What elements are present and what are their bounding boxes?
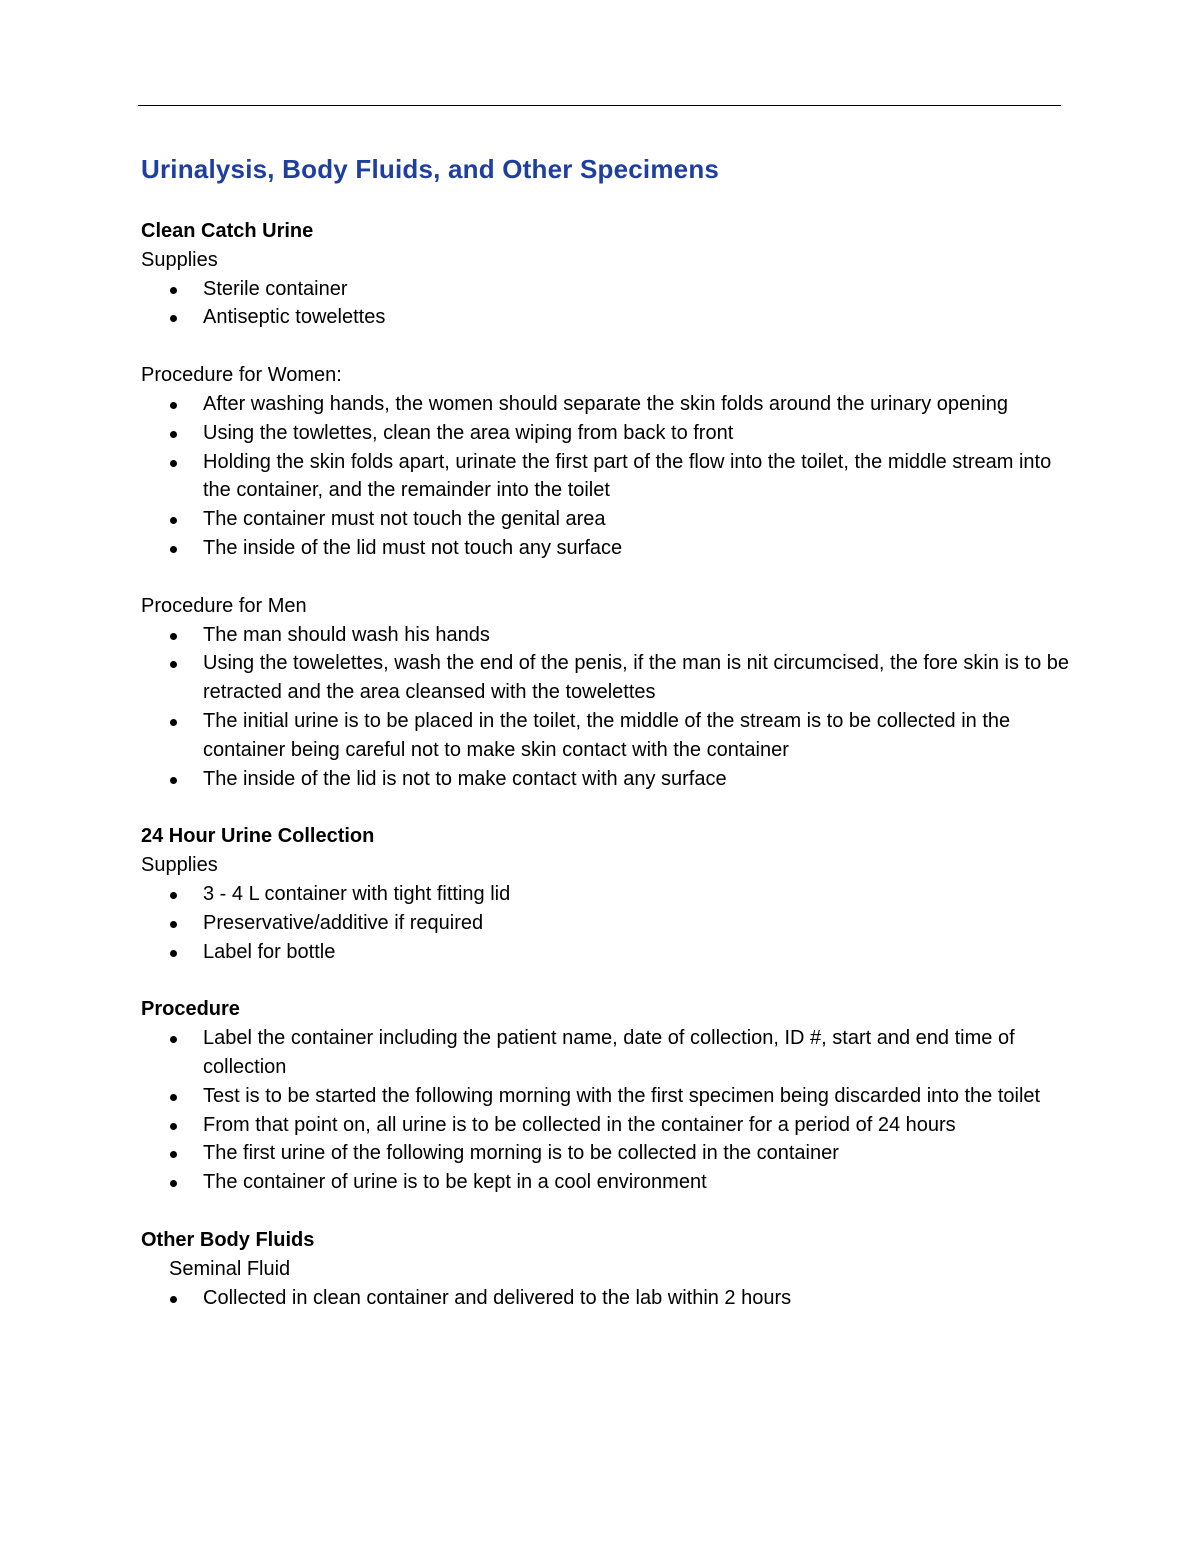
list-item: The inside of the lid must not touch any surface [141, 534, 1081, 563]
women-steps-list [141, 390, 1081, 563]
header-rule [138, 105, 1061, 106]
list-item: The man should wash his hands [141, 621, 1081, 650]
bullet-icon [170, 777, 177, 784]
list-item: The container of urine is to be kept in a cool environment [141, 1168, 1081, 1197]
seminal-steps-list [141, 1284, 1081, 1313]
supplies-label: Supplies [141, 854, 218, 877]
seminal-fluid-label: Seminal Fluid [169, 1257, 291, 1280]
document-title: Urinalysis, Body Fluids, and Other Specimens [141, 154, 720, 184]
list-item: The container must not touch the genital area [141, 505, 1081, 534]
bullet-icon [170, 402, 177, 409]
list-item: Collected in clean container and delivered to the lab within 2 hours [141, 1284, 1081, 1313]
bullet-icon [170, 546, 177, 553]
bullet-icon [170, 1094, 177, 1101]
bullet-icon [170, 892, 177, 899]
list-item: The inside of the lid is not to make contact with any surface [141, 765, 1081, 794]
bullet-icon [170, 287, 177, 294]
bullet-icon [170, 719, 177, 726]
men-steps-list [141, 621, 1081, 794]
list-item: Label the container including the patient name, date of collection, ID #, start and end time of collection [141, 1024, 1081, 1082]
list-item: Using the towlettes, clean the area wiping from back to front [141, 419, 1081, 448]
list-item: Holding the skin folds apart, urinate the first part of the flow into the toilet, the middle stream into the container, and the remainder into the toilet [141, 448, 1081, 506]
procedure-women-label: Procedure for Women: [141, 364, 342, 387]
list-item: Preservative/additive if required [141, 909, 1081, 938]
bullet-icon [170, 633, 177, 640]
supplies-label: Supplies [141, 248, 218, 271]
bullet-icon [170, 1123, 177, 1130]
list-item: After washing hands, the women should separate the skin folds around the urinary opening [141, 390, 1081, 419]
bullet-icon [170, 517, 177, 524]
bullet-icon [170, 950, 177, 957]
section-heading-other-fluids: Other Body Fluids [141, 1228, 315, 1251]
section-heading-24-hour: 24 Hour Urine Collection [141, 825, 375, 848]
bullet-icon [170, 1180, 177, 1187]
list-item: Label for bottle [141, 938, 1081, 967]
bullet-icon [170, 431, 177, 438]
bullet-icon [170, 921, 177, 928]
hour24-supplies-list [141, 880, 1081, 966]
list-item: Using the towelettes, wash the end of the penis, if the man is nit circumcised, the fore skin is to be retracted and the area cleansed with the towelettes [141, 649, 1081, 707]
bullet-icon [170, 460, 177, 467]
bullet-icon [170, 1296, 177, 1303]
list-item: From that point on, all urine is to be collected in the container for a period of 24 hours [141, 1111, 1081, 1140]
bullet-icon [170, 1036, 177, 1043]
procedure-men-label: Procedure for Men [141, 594, 307, 617]
list-item: Antiseptic towelettes [141, 303, 1081, 332]
hour24-steps-list [141, 1024, 1081, 1197]
list-item: Sterile container [141, 275, 1081, 304]
procedure-heading: Procedure [141, 998, 240, 1021]
list-item: 3 - 4 L container with tight fitting lid [141, 880, 1081, 909]
bullet-icon [170, 661, 177, 668]
document-body [141, 150, 1081, 1312]
list-item: Test is to be started the following morning with the first specimen being discarded into the toilet [141, 1082, 1081, 1111]
list-item: The initial urine is to be placed in the toilet, the middle of the stream is to be collected in the container being careful not to make skin contact with the container [141, 707, 1081, 765]
clean-catch-supplies-list [141, 275, 1081, 333]
bullet-icon [170, 1151, 177, 1158]
section-heading-clean-catch: Clean Catch Urine [141, 220, 314, 242]
list-item: The first urine of the following morning is to be collected in the container [141, 1139, 1081, 1168]
bullet-icon [170, 315, 177, 322]
